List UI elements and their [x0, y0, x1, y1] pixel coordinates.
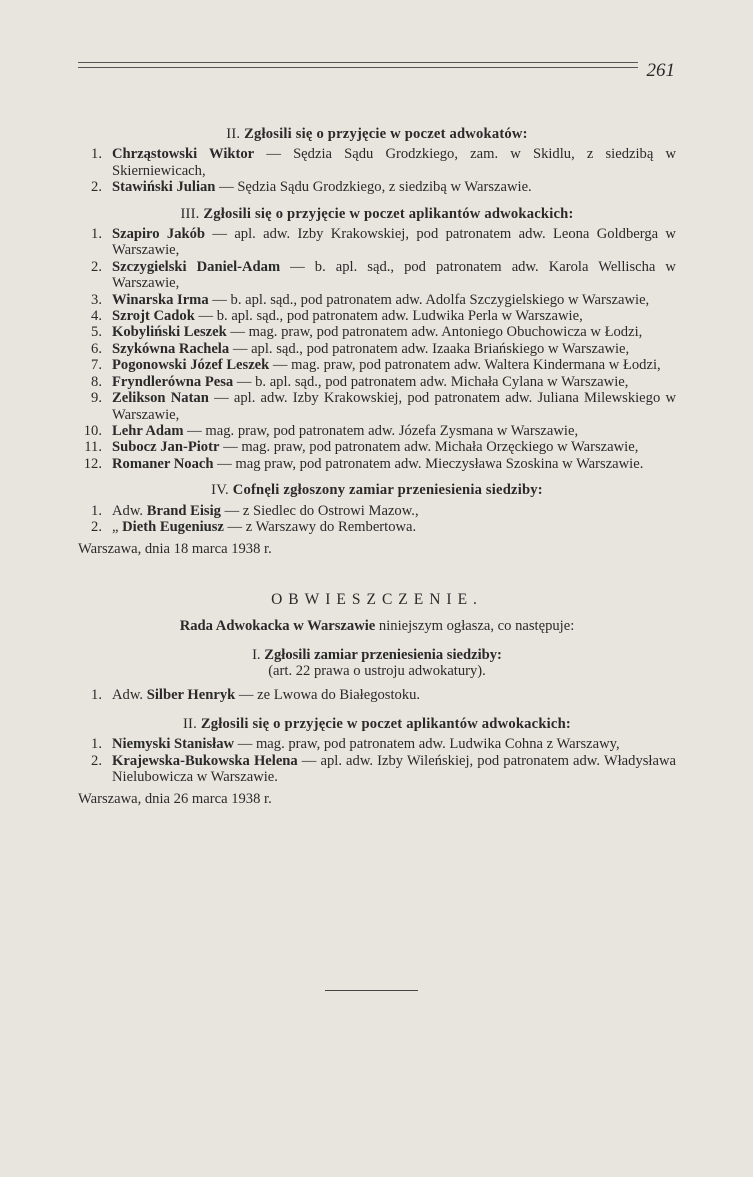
item-description: — apl. adw. Izby Wileńskiej, pod patronatem adw. Władysława Nielubowicza w Warszawie.: [112, 752, 676, 785]
list-item: [78, 324, 676, 340]
item-number: 2.: [91, 518, 102, 535]
item-number: 1.: [91, 736, 102, 753]
notice-sub1-note: (art. 22 prawa o ustroju adwokatury).: [268, 662, 486, 679]
item-number: 3.: [91, 291, 102, 308]
item-description: — mag. praw, pod patronatem adw. Waltera Kindermana w Łodzi,: [269, 357, 661, 374]
item-number: 1.: [91, 502, 102, 519]
list-item: [78, 519, 676, 535]
item-description: — mag praw, pod patronatem adw. Mieczysława Szoskina w Warszawie.: [213, 455, 644, 472]
section-2-heading: [78, 126, 676, 142]
section-2-title: Zgłosili się o przyjęcie w poczet adwokatów:: [244, 126, 528, 142]
header-rule-lower: [78, 67, 638, 68]
item-description: — apl. adw. Izby Krakowskiej, pod patronatem adw. Leona Goldberga w Warszawie,: [112, 226, 676, 259]
signoff-2: Warszawa, dnia 26 marca 1938 r.: [78, 791, 272, 808]
item-number: 1.: [91, 226, 102, 243]
section-4-numeral: IV.: [211, 482, 229, 499]
notice-sub2-title: Zgłosili się o przyjęcie w poczet aplikantów adwokackich:: [200, 715, 571, 732]
notice-sub1-title: Zgłosili zamiar przeniesienia siedziby:: [264, 646, 502, 663]
item-description: — b. apl. sąd., pod patronatem adw. Ludwika Perla w Warszawie,: [194, 308, 583, 325]
item-prefix: „: [112, 518, 123, 535]
item-name: Silber Henryk: [146, 687, 236, 704]
item-name: Szrojt Cadok: [112, 308, 195, 325]
closing-rule: [325, 990, 418, 991]
list-item: [78, 736, 676, 752]
item-number: 12.: [83, 455, 102, 472]
item-name: Winarska Irma: [112, 291, 209, 308]
list-item: [78, 179, 676, 195]
notice-intro: [78, 618, 676, 634]
item-prefix: Adw.: [112, 687, 147, 704]
list-item: [78, 753, 676, 786]
section-3-heading: [78, 206, 676, 222]
item-number: 7.: [91, 357, 102, 374]
item-name: Stawiński Julian: [112, 179, 216, 196]
notice-sub1-list: [78, 687, 676, 703]
list-item: [78, 687, 676, 703]
item-name: Dieth Eugeniusz: [122, 518, 224, 535]
item-number: 9.: [91, 390, 102, 407]
item-number: 4.: [91, 308, 102, 325]
section-3-title: Zgłosili się o przyjęcie w poczet aplikantów adwokackich:: [203, 205, 574, 222]
notice-sub2-numeral: II.: [183, 715, 197, 732]
item-name: Niemyski Stanisław: [112, 736, 235, 753]
section-2-numeral: II.: [226, 126, 241, 142]
item-description: — mag. praw, pod patronatem adw. Józefa Zysmana w Warszawie,: [183, 422, 579, 439]
section-2-list: [78, 146, 676, 195]
notice-intro-bold: Rada Adwokacka w Warszawie: [179, 618, 376, 635]
notice-sub2-heading: [78, 716, 676, 732]
item-description: — mag. praw, pod patronatem adw. Antoniego Obuchowicza w Łodzi,: [226, 324, 643, 341]
item-number: 1.: [91, 687, 102, 704]
list-item: [78, 456, 676, 472]
list-item: [78, 357, 676, 373]
item-description: — ze Lwowa do Białegostoku.: [235, 687, 421, 704]
item-name: Szapiro Jakób: [112, 226, 206, 243]
item-name: Lehr Adam: [112, 422, 184, 439]
item-name: Zelikson Natan: [112, 390, 209, 407]
item-number: 10.: [83, 422, 102, 439]
section-4-list: [78, 503, 676, 536]
item-description: — z Warszawy do Rembertowa.: [223, 518, 417, 535]
notice-sub2-list: [78, 736, 676, 785]
list-item: [78, 146, 676, 179]
item-name: Kobyliński Leszek: [112, 324, 227, 341]
list-item: [78, 374, 676, 390]
section-4-title: Cofnęli zgłoszony zamiar przeniesienia siedziby:: [232, 482, 543, 499]
item-description: — mag. praw, pod patronatem adw. Ludwika Cohna z Warszawy,: [234, 736, 620, 753]
notice-title: OBWIESZCZENIE.: [271, 590, 483, 608]
section-3-list: [78, 226, 676, 472]
item-number: 2.: [91, 179, 102, 196]
item-description: — apl. sąd., pod patronatem adw. Izaaka Briańskiego w Warszawie,: [229, 340, 630, 357]
page-content: [78, 118, 676, 808]
list-item: [78, 226, 676, 259]
section-4-heading: [78, 482, 676, 498]
item-number: 2.: [91, 258, 102, 275]
header-rule: [78, 62, 638, 63]
item-name: Szykówna Rachela: [112, 340, 230, 357]
item-name: Krajewska-Bukowska Helena: [112, 752, 298, 769]
list-item: [78, 341, 676, 357]
item-number: 1.: [91, 146, 102, 163]
item-description: — apl. adw. Izby Krakowskiej, pod patronatem adw. Juliana Milewskiego w Warszawie,: [112, 390, 677, 423]
item-description: — Sędzia Sądu Grodzkiego, z siedzibą w Warszawie.: [215, 179, 532, 196]
item-name: Romaner Noach: [112, 455, 214, 472]
list-item: [78, 390, 676, 423]
item-number: 11.: [84, 439, 102, 456]
item-prefix: Adw.: [112, 502, 147, 519]
list-item: [78, 259, 676, 292]
list-item: [78, 292, 676, 308]
list-item: [78, 423, 676, 439]
item-name: Pogonowski Józef Leszek: [112, 357, 270, 374]
item-description: — b. apl. sąd., pod patronatem adw. Karola Wellischa w Warszawie,: [112, 258, 676, 292]
item-name: Brand Eisig: [146, 502, 221, 519]
notice-sub1-numeral: I.: [252, 646, 261, 663]
item-description: — z Siedlec do Ostrowi Mazow.,: [220, 502, 419, 519]
page-number: 261: [646, 60, 675, 81]
list-item: [78, 503, 676, 519]
signoff-1: Warszawa, dnia 18 marca 1938 r.: [78, 541, 272, 558]
item-number: 5.: [91, 324, 102, 341]
item-description: — b. apl. sąd., pod patronatem adw. Adolfa Szczygielskiego w Warszawie,: [208, 291, 650, 308]
item-description: — mag. praw, pod patronatem adw. Michała Orzęckiego w Warszawie,: [219, 439, 639, 456]
item-name: Subocz Jan-Piotr: [112, 439, 220, 456]
item-name: Szczygielski Daniel-Adam: [112, 258, 281, 275]
item-name: Fryndlerówna Pesa: [112, 373, 234, 390]
item-description: — Sędzia Sądu Grodzkiego, zam. w Skidlu, z siedzibą w Skierniewicach,: [112, 146, 677, 179]
section-3-numeral: III.: [180, 205, 200, 222]
item-name: Chrząstowski Wiktor: [112, 146, 255, 163]
notice-intro-rest: niniejszym ogłasza, co następuje:: [375, 618, 575, 635]
notice-sub1-heading: [78, 647, 676, 663]
list-item: [78, 308, 676, 324]
item-number: 8.: [91, 373, 102, 390]
item-number: 2.: [91, 752, 102, 769]
item-description: — b. apl. sąd., pod patronatem adw. Michała Cylana w Warszawie,: [233, 373, 629, 390]
list-item: [78, 439, 676, 455]
item-number: 6.: [91, 340, 102, 357]
